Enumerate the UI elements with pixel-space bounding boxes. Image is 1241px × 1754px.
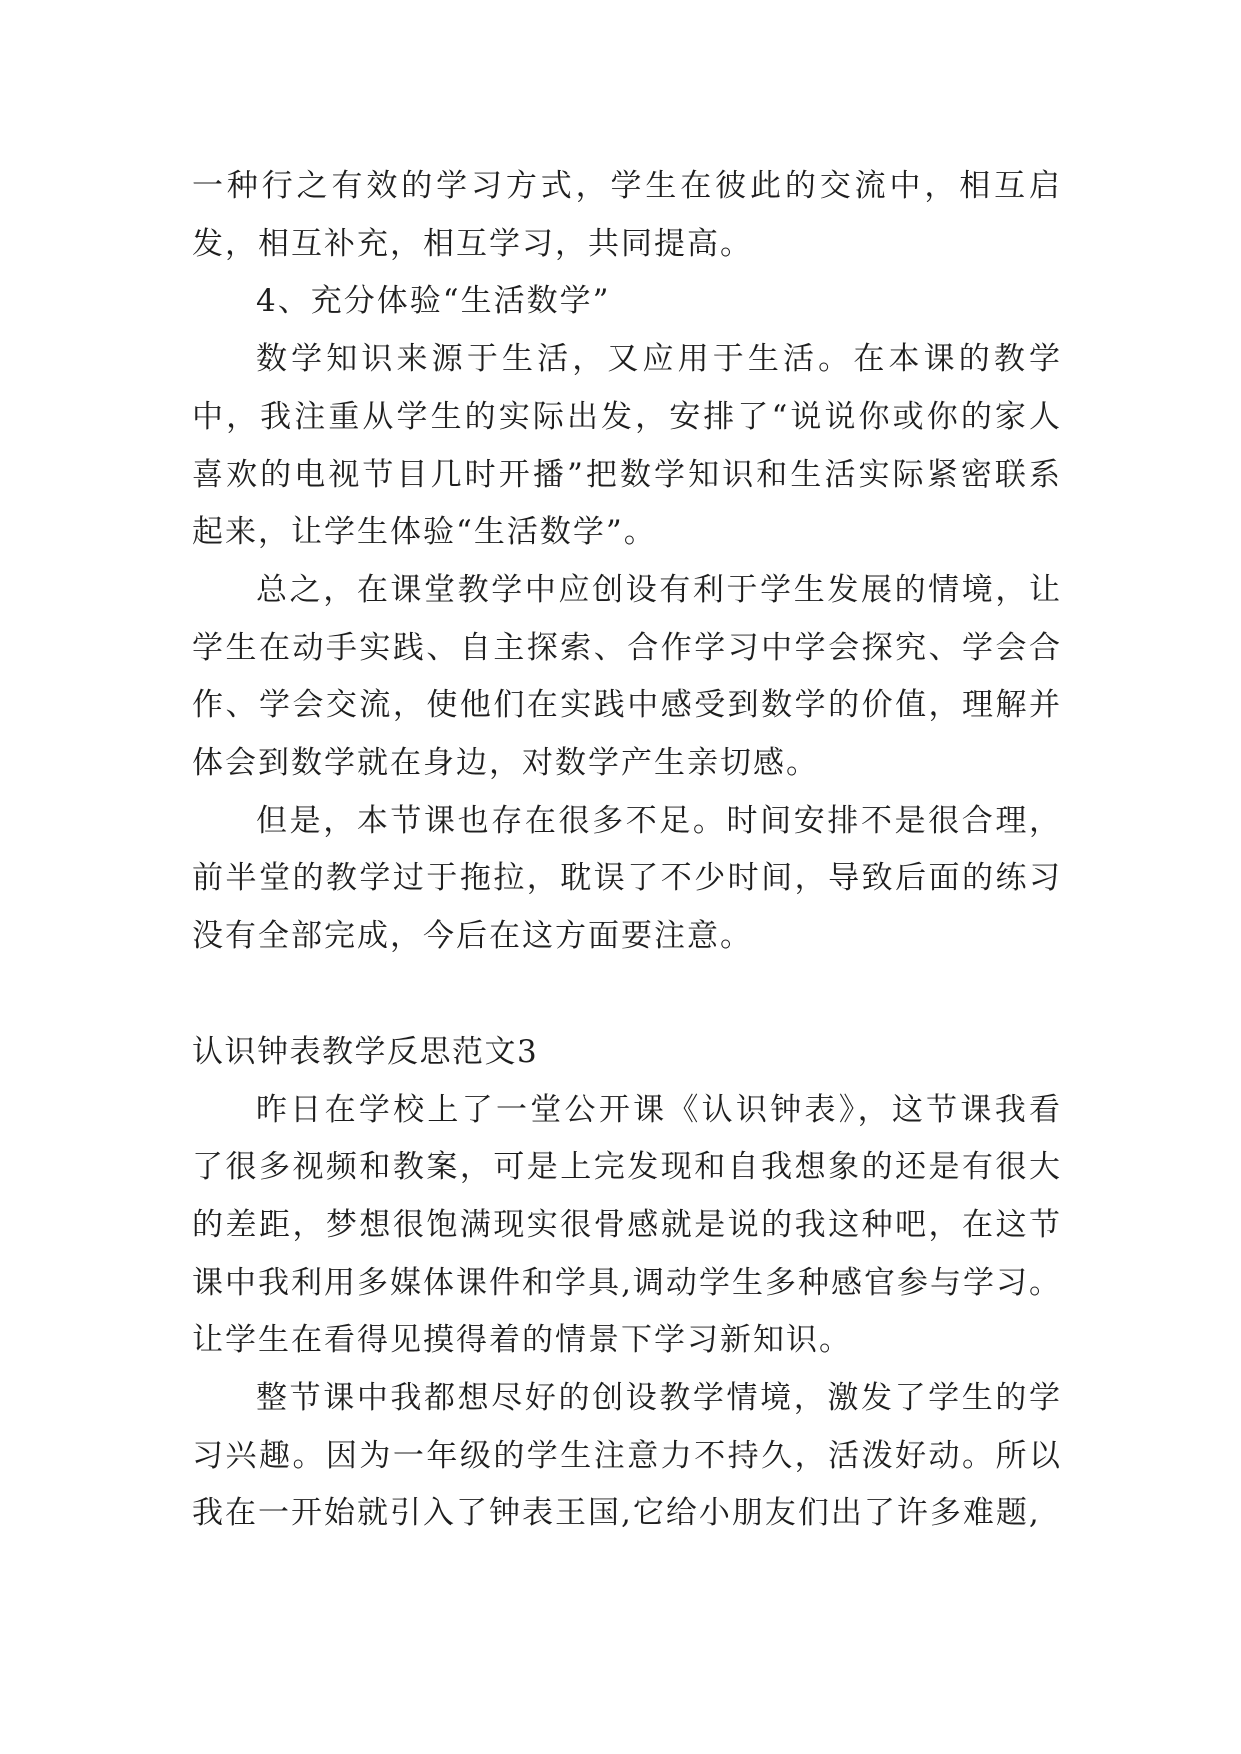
paragraph: 整节课中我都想尽好的创设教学情境，激发了学生的学习兴趣。因为一年级的学生注意力不持久，活泼好动。所以我在一开始就引入了钟表王国,它给小朋友们出了许多难题, bbox=[192, 1380, 1062, 1532]
document-body bbox=[192, 158, 1062, 1543]
paragraph: 昨日在学校上了一堂公开课《认识钟表》，这节课我看了很多视频和教案，可是上完发现和自我想象的还是有很大的差距，梦想很饱满现实很骨感就是说的我这种吧，在这节课中我利用多媒体课件和学具,调动学生多种感官参与学习。让学生在看得见摸得着的情景下学习新知识。 bbox=[192, 1091, 1062, 1359]
section-title: 认识钟表教学反思范文3 bbox=[192, 1033, 539, 1070]
paragraph: 但是，本节课也存在很多不足。时间安排不是很合理，前半堂的教学过于拖拉，耽误了不少时间，导致后面的练习没有全部完成，今后在这方面要注意。 bbox=[192, 802, 1062, 955]
paragraph-continuation: 一种行之有效的学习方式，学生在彼此的交流中，相互启发，相互补充，相互学习，共同提高。 bbox=[192, 168, 1062, 262]
paragraph: 总之，在课堂教学中应创设有利于学生发展的情境，让学生在动手实践、自主探索、合作学习中学会探究、学会合作、学会交流，使他们在实践中感受到数学的价值，理解并体会到数学就在身边，对数学产生亲切感。 bbox=[192, 571, 1062, 782]
paragraph-subheading: 4、充分体验“生活数学” bbox=[256, 283, 611, 320]
paragraph: 数学知识来源于生活，又应用于生活。在本课的教学中，我注重从学生的实际出发，安排了“说说你或你的家人喜欢的电视节目几时开播”把数学知识和生活实际紧密联系起来，让学生体验“生活数学”。 bbox=[192, 341, 1062, 551]
